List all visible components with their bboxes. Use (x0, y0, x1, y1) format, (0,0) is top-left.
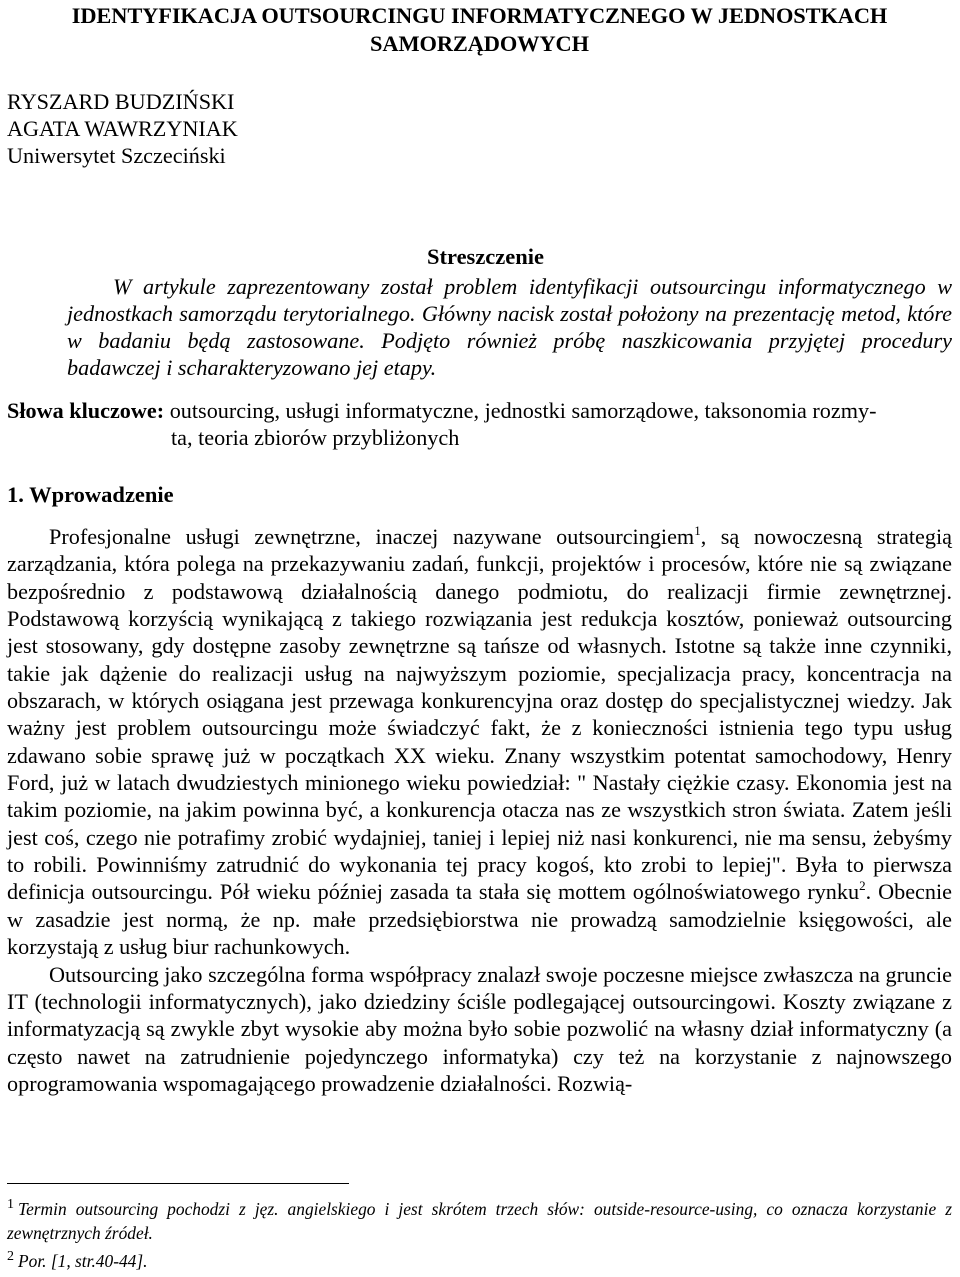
keywords (7, 397, 952, 451)
paragraph-text: Profesjonalne usługi zewnętrzne, inaczej nazywane outsourcingiem (49, 524, 695, 549)
paragraph-text: , są nowoczesną strategią zarządzania, która polega na przekazywaniu zadań, funkcji, projektów i procesów, które nie są związane bezpośrednio z podstawową działalnością danego podmiotu, do realizacji firmie zewnętrznej. Podstawową korzyścią wynikającą z takiego rozwiązania jest redukcja kosztów, ponieważ outsourcing jest stosowany, gdy dostępne zasoby zewnętrzne są tańsze od własnych. Istotne są także inne czynniki, takie jak dążenie do realizacji usług na najwyższym poziomie, specjalizacja pracy, koncentracja na obszarach, w których osiągana jest przewaga konkurencyjna oraz dostęp do specjalistycznej wiedzy. Jak ważny jest problem outsourcingu może świadczyć fakt, że z konieczności istnienia tego typu usług zdawano sobie sprawę już w początkach XX wieku. Znany wszystkim potentat samochodowy, Henry Ford, już w latach dwudziestych minionego wieku powiedział: " Nastały ciężkie czasy. Ekonomia jest na takim poziomie, na jakim powinna być, a konkurencja otacza nas ze wszystkich stron świata. Zatem jeśli jest coś, czego nie potrafimy zrobić wydajniej, taniej i lepiej niż nasi konkurenci, nie ma sensu, żebyśmy to robili. Powinniśmy zatrudnić do wykonania tej pracy kogoś, kto zrobi to lepiej". Była to pierwsza definicja outsourcingu. Pół wieku później zasada ta stała się mottem ogólnoświatowego rynku (7, 524, 952, 905)
paragraph-text: . Obecnie w zasadzie jest normą, że np. małe przedsiębiorstwa nie prowadzą samodzielnie księgowości, ale korzystają z usług biur rachunkowych. (7, 879, 952, 960)
footnote-ref[interactable]: 1 (694, 523, 701, 538)
abstract-text (7, 273, 952, 381)
author-name: AGATA WAWRZYNIAK (7, 116, 238, 141)
footnote-number: 2 (7, 1249, 14, 1264)
affiliation: Uniwersytet Szczeciński (7, 143, 226, 168)
footnote-ref[interactable]: 2 (859, 878, 866, 894)
paper-title (7, 0, 952, 58)
author-block (7, 88, 952, 169)
footnote-divider (7, 1183, 349, 1184)
paper-title-line1: IDENTYFIKACJA OUTSOURCINGU INFORMATYCZNEGO W JEDNOSTKACH (71, 3, 888, 28)
section-body (7, 523, 952, 1097)
abstract-heading: Streszczenie (426, 244, 545, 269)
section-heading: 1. Wprowadzenie (7, 482, 174, 507)
body-paragraph: Outsourcing jako szczególna forma współpracy znalazł swoje poczesne miejsce zwłaszcza na gruncie IT (technologii informatycznych), jako dziedziny ściśle podlegającej outsourcingowi. Koszty związane z informatyzacją są zwykle zbyt wysokie aby można było sobie pozwolić na własny dział informatyczny (a często nawet na zatrudnienie pojedynczego informatyka) czy też na korzystanie z najnowszego oprogramowania wspomagającego prowadzenie działalności. Rozwią- (7, 961, 952, 1096)
keywords-list: outsourcing, usługi informatyczne, jednostki samorządowe, taksonomia rozmy- (164, 398, 877, 423)
footnote (7, 1245, 952, 1273)
footnote-text: Termin outsourcing pochodzi z jęz. angielskiego i jest skrótem trzech słów: outside-resource-using, co oznacza korzystanie z zewnętrznych źródeł. (7, 1199, 952, 1243)
abstract-paragraph: W artykule zaprezentowany został problem identyfikacji outsourcingu informatycznego w jednostkach samorządu terytorialnego. Główny nacisk został położony na prezentację metod, które w badaniu będą zastosowane. Podjęto również próbę naszkicowania przyjętej procedury badawczej i scharakteryzowano jej etapy. (67, 274, 952, 380)
footnote (7, 1193, 952, 1245)
footnote-number: 1 (7, 1197, 14, 1212)
paper-title-line2: SAMORZĄDOWYCH (370, 31, 589, 56)
footnote-text: Por. [1, str.40-44]. (18, 1251, 148, 1271)
keywords-label: Słowa kluczowe: (7, 398, 165, 423)
body-paragraph (7, 523, 952, 961)
footnotes (7, 1193, 952, 1273)
author-name: RYSZARD BUDZIŃSKI (7, 89, 235, 114)
keywords-list-continued: ta, teoria zbiorów przybliżonych (171, 425, 460, 450)
